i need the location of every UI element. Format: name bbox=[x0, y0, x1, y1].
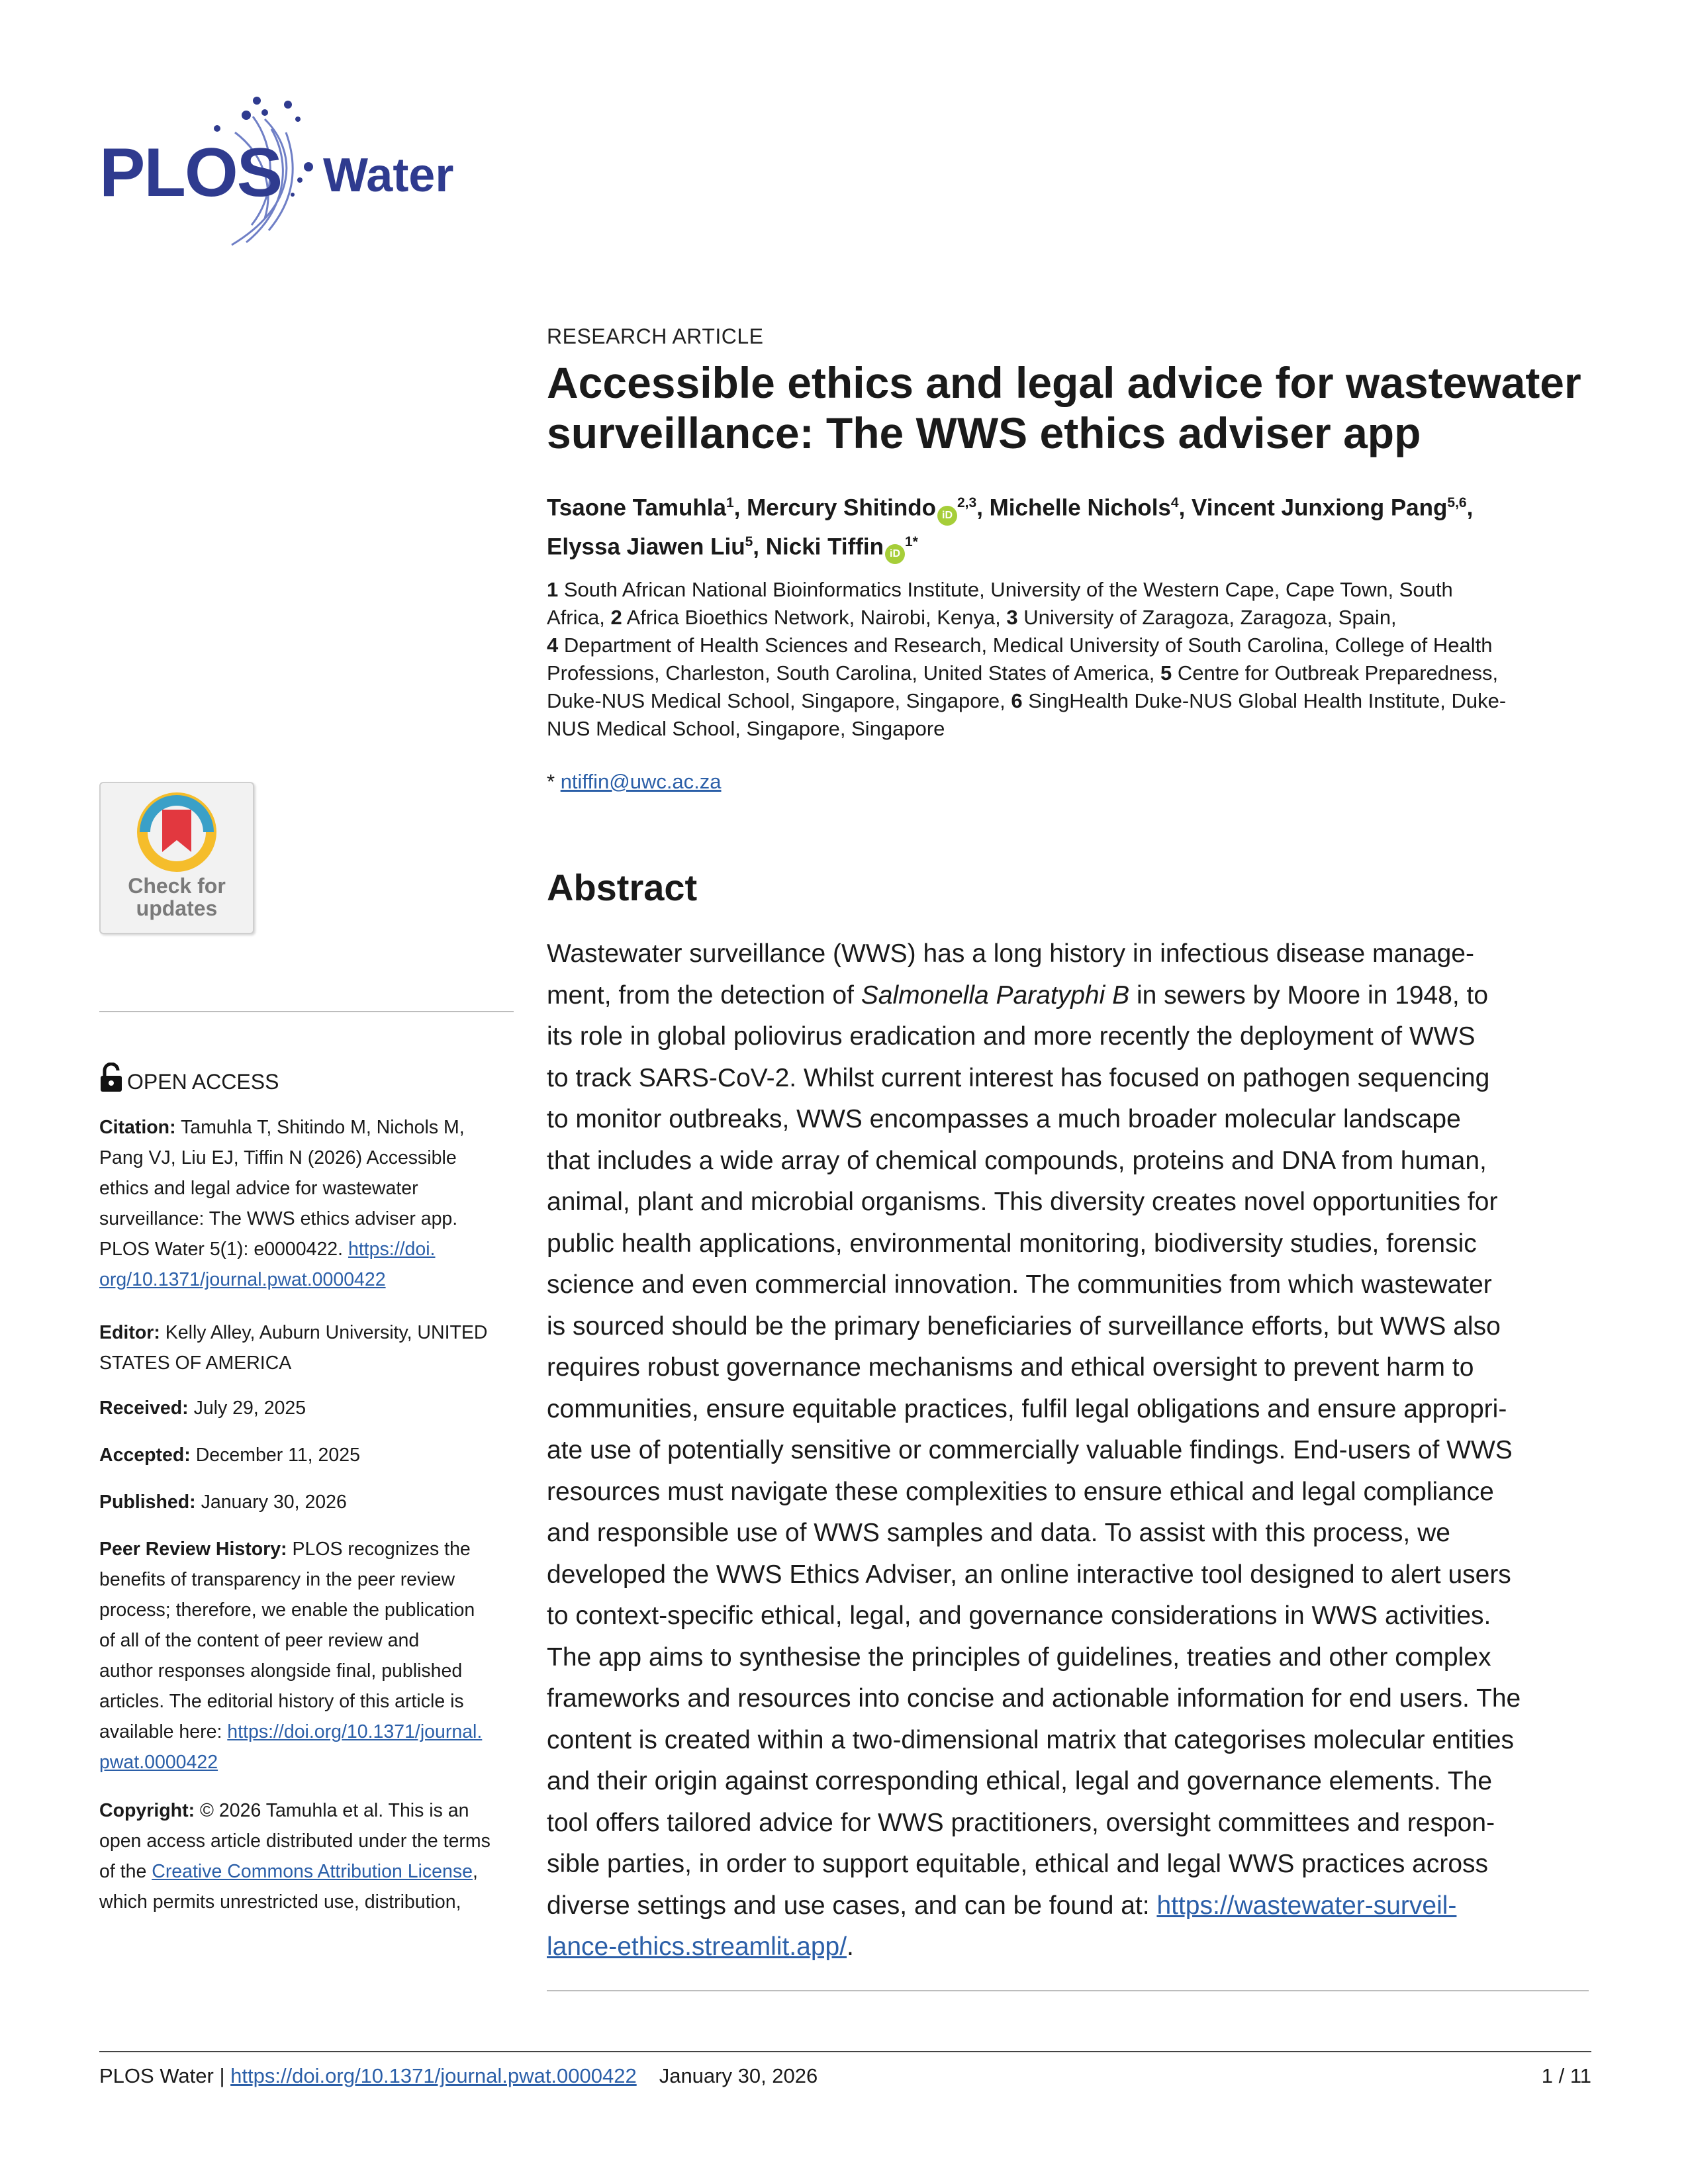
citation-doi-link[interactable]: org/10.1371/journal.pwat.0000422 bbox=[99, 1269, 386, 1290]
abstract-line: that includes a wide array of chemical compounds, proteins and DNA from human, bbox=[547, 1146, 1487, 1175]
abstract-line: requires robust governance mechanisms and ethical oversight to prevent harm to bbox=[547, 1353, 1474, 1382]
abstract-line: public health applications, environmental monitoring, biodiversity studies, forensic bbox=[547, 1229, 1477, 1258]
article-type: RESEARCH ARTICLE bbox=[547, 324, 764, 348]
affiliation-text: Professions, Charleston, South Carolina, United States of America, bbox=[547, 661, 1161, 685]
peer-review-text: of all of the content of peer review and bbox=[99, 1630, 420, 1651]
author-name: Michelle Nichols bbox=[989, 495, 1171, 521]
affiliation-text: Department of Health Sciences and Research, Medical University of South Carolina, College of Health bbox=[563, 634, 1493, 657]
abstract-line: ment, from the detection of Salmonella Paratyphi B in sewers by Moore in 1948, to bbox=[547, 980, 1489, 1010]
author-affiliation-marker: 5,6 bbox=[1447, 495, 1467, 510]
editor-text: Kelly Alley, Auburn University, UNITED bbox=[165, 1322, 488, 1343]
peer-review-block bbox=[99, 1534, 514, 1778]
affiliation-text: Duke-NUS Medical School, Singapore, Singapore, bbox=[547, 689, 1011, 712]
author-name: Elyssa Jiawen Liu bbox=[547, 534, 745, 560]
abstract-line: animal, plant and microbial organisms. This diversity creates novel opportunities for bbox=[547, 1188, 1498, 1216]
affiliation-text: Africa Bioethics Network, Nairobi, Kenya, bbox=[626, 606, 1007, 629]
published-label: Published: bbox=[99, 1492, 196, 1513]
correspondence-email-link[interactable]: ntiffin@uwc.ac.za bbox=[560, 770, 722, 793]
copyright-text: which permits unrestricted use, distribution, bbox=[99, 1891, 461, 1913]
plos-water-logo bbox=[99, 93, 470, 252]
logo-journal: Water bbox=[323, 149, 454, 202]
affiliation-line bbox=[547, 687, 1593, 715]
abstract-line: science and even commercial innovation. The communities from which wastewater bbox=[547, 1270, 1492, 1299]
abstract-line: and their origin against corresponding ethical, legal and governance elements. The bbox=[547, 1767, 1493, 1795]
title-line: Accessible ethics and legal advice for wastewater bbox=[547, 358, 1581, 407]
abstract-body bbox=[547, 933, 1599, 1968]
abstract-line: ate use of potentially sensitive or commercially valuable findings. End-users of WWS bbox=[547, 1436, 1513, 1464]
abstract-line: Wastewater surveillance (WWS) has a long history in infectious disease manage- bbox=[547, 939, 1474, 968]
author-list: Tsaone Tamuhla$^1$, Mercury Shitindo iD$^{2,3}$, Michelle Nichols$^4$, Vincent Junxiong Pang$^{5,6}$, Elyssa Jiawen Liu$^5$, Nicki Tiffin $iD^{1*}$ bbox=[547, 487, 1606, 564]
check-for-updates-label bbox=[101, 875, 253, 920]
correspondence bbox=[547, 770, 722, 794]
footer-doi-link[interactable]: https://doi.org/10.1371/journal.pwat.0000422 bbox=[230, 2064, 637, 2087]
article-title bbox=[547, 357, 1606, 458]
citation-block bbox=[99, 1112, 514, 1295]
author-affiliation-marker: 4 bbox=[1170, 495, 1179, 510]
citation-text: ethics and legal advice for wastewater bbox=[99, 1178, 418, 1199]
copyright-text: of the bbox=[99, 1861, 152, 1882]
check-for-updates-badge[interactable] bbox=[99, 782, 254, 934]
sidebar-divider bbox=[99, 1011, 514, 1012]
received-value: July 29, 2025 bbox=[193, 1398, 306, 1419]
peer-review-text: benefits of transparency in the peer review bbox=[99, 1569, 455, 1590]
copyright-block bbox=[99, 1795, 514, 1917]
affiliation-text: Centre for Outbreak Preparedness, bbox=[1177, 661, 1499, 685]
abstract-line: to monitor outbreaks, WWS encompasses a much broader molecular landscape bbox=[547, 1105, 1461, 1133]
orcid-icon[interactable]: iD bbox=[885, 544, 905, 564]
abstract-line: developed the WWS Ethics Adviser, an online interactive tool designed to alert users bbox=[547, 1560, 1511, 1589]
citation-doi-link[interactable]: https://doi. bbox=[348, 1239, 436, 1260]
open-access-label bbox=[99, 1063, 279, 1094]
affiliation-line bbox=[547, 576, 1593, 604]
peer-review-link[interactable]: https://doi.org/10.1371/journal. bbox=[227, 1721, 483, 1742]
peer-review-text: available here: bbox=[99, 1721, 228, 1742]
page-number: 1 / 11 bbox=[1541, 2064, 1591, 2087]
abstract-line: to context-specific ethical, legal, and governance considerations in WWS activities. bbox=[547, 1601, 1491, 1630]
app-url-link[interactable]: lance-ethics.streamlit.app/ bbox=[547, 1932, 847, 1961]
published-value: January 30, 2026 bbox=[201, 1492, 347, 1513]
affiliation-number: 3 bbox=[1006, 606, 1018, 629]
citation-text: Tamuhla T, Shitindo M, Nichols M, bbox=[180, 1117, 465, 1138]
affiliation-number: 4 bbox=[547, 634, 559, 657]
citation-text: PLOS Water 5(1): e0000422. bbox=[99, 1239, 348, 1260]
open-lock-icon bbox=[99, 1063, 123, 1093]
title-line: surveillance: The WWS ethics adviser app bbox=[547, 408, 1421, 457]
accepted-date bbox=[99, 1440, 514, 1470]
affiliations bbox=[547, 576, 1593, 743]
correspondence-marker: * bbox=[547, 770, 561, 793]
received-label: Received: bbox=[99, 1398, 189, 1419]
orcid-icon[interactable]: iD bbox=[937, 506, 957, 526]
accepted-label: Accepted: bbox=[99, 1445, 191, 1466]
editor-text: STATES OF AMERICA bbox=[99, 1353, 292, 1374]
copyright-text: , bbox=[472, 1861, 478, 1882]
footer-divider bbox=[99, 2051, 1591, 2052]
abstract-line: and responsible use of WWS samples and data. To assist with this process, we bbox=[547, 1519, 1450, 1547]
affiliation-number: 5 bbox=[1160, 661, 1172, 685]
crossmark-icon bbox=[132, 791, 221, 876]
copyright-text: open access article distributed under the terms bbox=[99, 1830, 491, 1852]
footer-date: January 30, 2026 bbox=[659, 2064, 818, 2087]
author-affiliation-marker: 1 bbox=[726, 495, 734, 510]
peer-review-text: articles. The editorial history of this article is bbox=[99, 1691, 464, 1712]
peer-review-link[interactable]: pwat.0000422 bbox=[99, 1752, 218, 1773]
species-name: Salmonella Paratyphi B bbox=[861, 980, 1130, 1010]
abstract-line: resources must navigate these complexities to ensure ethical and legal compliance bbox=[547, 1477, 1494, 1506]
abstract-line: The app aims to synthesise the principles of guidelines, treaties and other complex bbox=[547, 1642, 1491, 1672]
abstract-line: communities, ensure equitable practices, fulfil legal obligations and ensure appropri- bbox=[547, 1394, 1507, 1423]
peer-review-text: PLOS recognizes the bbox=[292, 1539, 471, 1560]
affiliation-line bbox=[547, 632, 1593, 659]
received-date bbox=[99, 1393, 514, 1423]
abstract-line: tool offers tailored advice for WWS practitioners, oversight committees and respon- bbox=[547, 1808, 1495, 1837]
peer-review-label: Peer Review History: bbox=[99, 1539, 287, 1560]
author-affiliation-marker: 5 bbox=[745, 534, 753, 549]
abstract-line: sible parties, in order to support equitable, ethical and legal WWS practices across bbox=[547, 1850, 1489, 1878]
app-url-link[interactable]: https://wastewater-surveil- bbox=[1156, 1891, 1457, 1920]
check-updates-line: Check for bbox=[128, 874, 226, 898]
author-name: Tsaone Tamuhla bbox=[547, 495, 726, 521]
abstract-line: diverse settings and use cases, and can be found at: https://wastewater-surveil- bbox=[547, 1891, 1457, 1920]
abstract-line: is sourced should be the primary beneficiaries of surveillance efforts, but WWS also bbox=[547, 1311, 1501, 1341]
citation-text: surveillance: The WWS ethics adviser app. bbox=[99, 1208, 458, 1229]
affiliation-number: 2 bbox=[610, 606, 622, 629]
abstract-divider bbox=[547, 1990, 1589, 1991]
affiliation-line bbox=[547, 659, 1593, 687]
abstract-line: lance-ethics.streamlit.app/. bbox=[547, 1932, 854, 1961]
affiliation-line bbox=[547, 715, 1593, 743]
affiliation-text: University of Zaragoza, Zaragoza, Spain, bbox=[1023, 606, 1397, 629]
logo-brand: PLOS bbox=[99, 134, 282, 211]
affiliation-text: Africa, bbox=[547, 606, 611, 629]
check-updates-line: updates bbox=[136, 896, 218, 920]
affiliation-text: NUS Medical School, Singapore, Singapore bbox=[547, 717, 945, 740]
author-affiliation-marker: 1* bbox=[905, 534, 918, 549]
affiliation-number: 1 bbox=[547, 578, 559, 601]
citation-label: Citation: bbox=[99, 1117, 176, 1138]
copyright-text: © 2026 Tamuhla et al. This is an bbox=[199, 1800, 469, 1821]
abstract-heading: Abstract bbox=[547, 867, 698, 908]
affiliation-line bbox=[547, 604, 1593, 632]
open-access-text: OPEN ACCESS bbox=[127, 1070, 279, 1094]
affiliation-text: SingHealth Duke-NUS Global Health Institute, Duke- bbox=[1028, 689, 1507, 712]
footer bbox=[99, 2064, 818, 2088]
author-affiliation-marker: 2,3 bbox=[957, 495, 977, 510]
author-name: Vincent Junxiong Pang bbox=[1192, 495, 1448, 521]
editor-block bbox=[99, 1317, 514, 1378]
abstract-line: content is created within a two-dimensional matrix that categorises molecular entities bbox=[547, 1725, 1515, 1754]
author-name: Nicki Tiffin bbox=[765, 534, 884, 560]
published-date bbox=[99, 1487, 514, 1517]
editor-label: Editor: bbox=[99, 1322, 160, 1343]
license-link[interactable]: Creative Commons Attribution License bbox=[152, 1861, 473, 1882]
abstract-line: frameworks and resources into concise and actionable information for end users. The bbox=[547, 1684, 1521, 1713]
abstract-line: to track SARS-CoV-2. Whilst current interest has focused on pathogen sequencing bbox=[547, 1063, 1490, 1092]
author-name: Mercury Shitindo bbox=[747, 495, 936, 521]
citation-text: Pang VJ, Liu EJ, Tiffin N (2026) Accessible bbox=[99, 1147, 457, 1168]
affiliation-number: 6 bbox=[1011, 689, 1023, 712]
affiliation-text: South African National Bioinformatics Institute, University of the Western Cape, Cape Town, South bbox=[563, 578, 1453, 601]
peer-review-text: process; therefore, we enable the publication bbox=[99, 1599, 475, 1621]
footer-journal: PLOS Water | bbox=[99, 2064, 231, 2087]
accepted-value: December 11, 2025 bbox=[195, 1445, 360, 1466]
copyright-label: Copyright: bbox=[99, 1800, 195, 1821]
peer-review-text: author responses alongside final, published bbox=[99, 1660, 463, 1682]
abstract-line: its role in global poliovirus eradication and more recently the deployment of WWS bbox=[547, 1022, 1476, 1051]
